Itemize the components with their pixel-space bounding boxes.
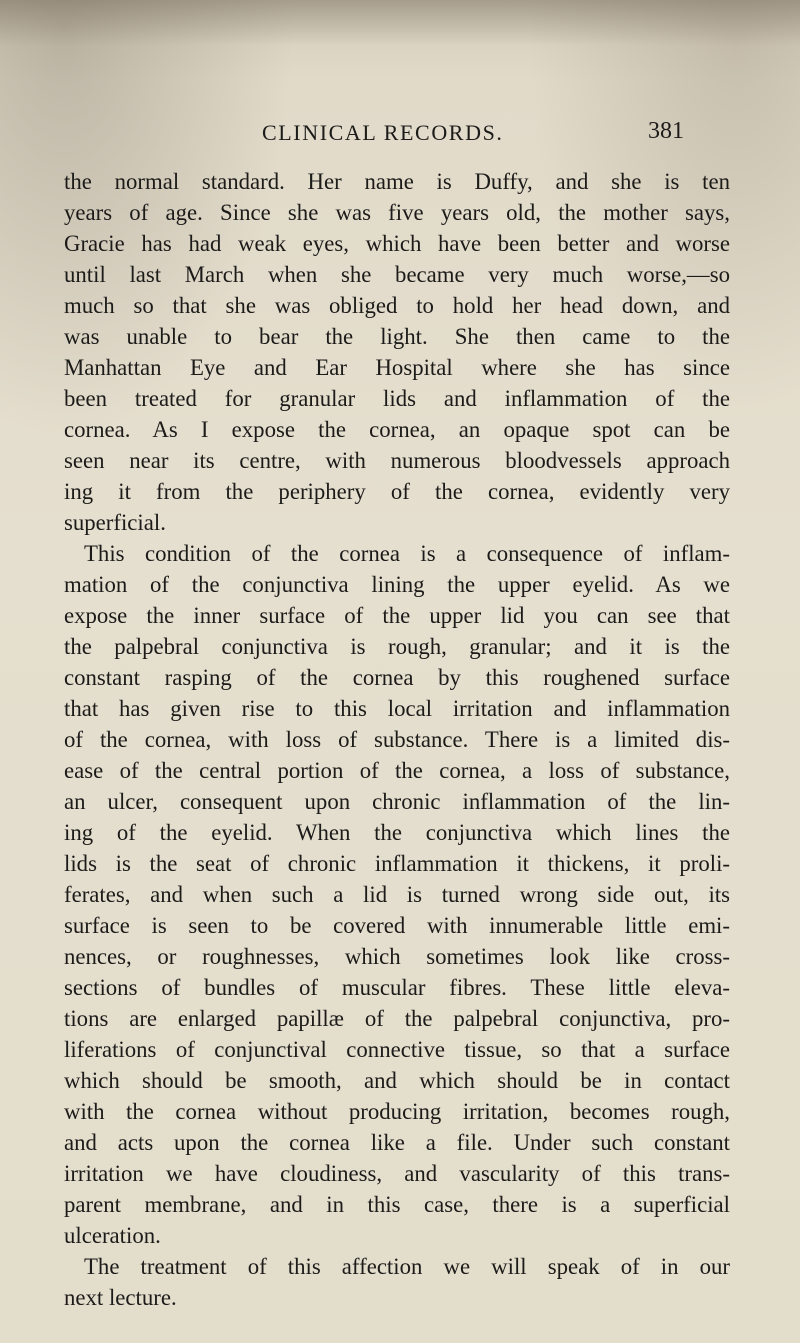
- text-line: ulceration.: [64, 1223, 161, 1248]
- text-line: lids is the seat of chronic inflammation it thickens, it proli-: [64, 851, 730, 876]
- text-line: The treatment of this affection we will speak of in our: [84, 1254, 730, 1279]
- text-line: This condition of the cornea is a consequence of inflam-: [84, 541, 730, 566]
- text-line: liferations of conjunctival connective tissue, so that a surface: [64, 1037, 730, 1062]
- page-number: 381: [648, 118, 684, 144]
- text-line: cornea. As I expose the cornea, an opaque spot can be: [64, 417, 730, 442]
- text-line: seen near its centre, with numerous bloodvessels approach: [64, 448, 730, 473]
- text-line: ferates, and when such a lid is turned wrong side out, its: [64, 882, 730, 907]
- text-line: years of age. Since she was five years old, the mother says,: [64, 200, 730, 225]
- text-line: with the cornea without producing irritation, becomes rough,: [64, 1099, 730, 1124]
- text-line: tions are enlarged papillæ of the palpebral conjunctiva, pro-: [64, 1006, 730, 1031]
- text-line: sections of bundles of muscular fibres. These little eleva-: [64, 975, 730, 1000]
- text-line: the palpebral conjunctiva is rough, granular; and it is the: [64, 634, 730, 659]
- text-line: mation of the conjunctiva lining the upper eyelid. As we: [64, 572, 730, 597]
- running-head: CLINICAL RECORDS.: [262, 120, 504, 145]
- body-text: [64, 166, 730, 1313]
- text-line: superficial.: [64, 510, 166, 535]
- text-line: that has given rise to this local irritation and inflammation: [64, 696, 730, 721]
- text-line: Manhattan Eye and Ear Hospital where she has since: [64, 355, 730, 380]
- text-line: nences, or roughnesses, which sometimes look like cross-: [64, 944, 730, 969]
- text-line: parent membrane, and in this case, there is a superficial: [64, 1192, 730, 1217]
- text-line: the normal standard. Her name is Duffy, and she is ten: [64, 169, 730, 194]
- text-line: irritation we have cloudiness, and vascularity of this trans-: [64, 1161, 730, 1186]
- text-line: ing of the eyelid. When the conjunctiva which lines the: [64, 820, 730, 845]
- text-line: which should be smooth, and which should be in contact: [64, 1068, 730, 1093]
- text-line: was unable to bear the light. She then came to the: [64, 324, 730, 349]
- text-line: Gracie has had weak eyes, which have been better and worse: [64, 231, 730, 256]
- text-line: until last March when she became very much worse,—so: [64, 262, 730, 287]
- text-line: much so that she was obliged to hold her head down, and: [64, 293, 730, 318]
- text-line: an ulcer, consequent upon chronic inflammation of the lin-: [64, 789, 730, 814]
- text-line: ing it from the periphery of the cornea, evidently very: [64, 479, 730, 504]
- page-header: [0, 118, 800, 158]
- text-line: expose the inner surface of the upper lid you can see that: [64, 603, 730, 628]
- text-line: next lecture.: [64, 1285, 177, 1310]
- text-line: constant rasping of the cornea by this roughened surface: [64, 665, 730, 690]
- text-line: been treated for granular lids and inflammation of the: [64, 386, 730, 411]
- text-line: of the cornea, with loss of substance. There is a limited dis-: [64, 727, 730, 752]
- text-line: ease of the central portion of the cornea, a loss of substance,: [64, 758, 730, 783]
- text-line: and acts upon the cornea like a file. Under such constant: [64, 1130, 730, 1155]
- text-line: surface is seen to be covered with innumerable little emi-: [64, 913, 730, 938]
